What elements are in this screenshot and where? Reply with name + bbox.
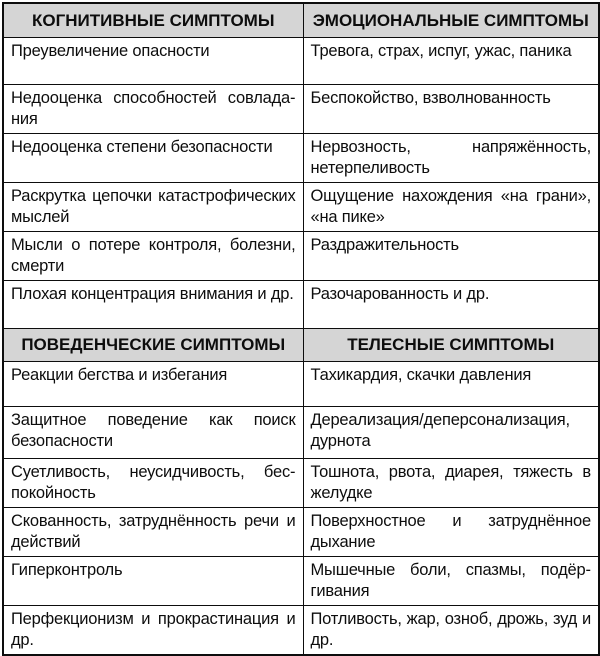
- table-row: [3, 406, 599, 458]
- header-behavioral-symptoms: ПОВЕДЕНЧЕСКИЕ СИМПТОМЫ: [3, 328, 303, 361]
- table-cell: Беспокойство, взволнованность: [303, 84, 599, 133]
- table-cell: Раскрутка цепочки катастрофических мыслей: [3, 182, 303, 231]
- table-row: [3, 182, 599, 231]
- table-row: [3, 556, 599, 605]
- table-cell: Раздражительность: [303, 231, 599, 280]
- table-cell: Перфекционизм и прокрастинация и др.: [3, 605, 303, 655]
- table-row: [3, 231, 599, 280]
- table-cell: Дереализация/деперсонализация, дурнота: [303, 406, 599, 458]
- symptoms-table: [2, 2, 600, 656]
- table-row: [3, 605, 599, 655]
- table-row: [3, 458, 599, 507]
- table-cell: Скованность, затруднённость речи и действий: [3, 507, 303, 556]
- header-somatic-symptoms: ТЕЛЕСНЫЕ СИМПТОМЫ: [303, 328, 599, 361]
- table-cell: Недооценка степени безопасности: [3, 133, 303, 182]
- table-row: [3, 507, 599, 556]
- table-cell: Мышечные боли, спазмы, подёргивания: [303, 556, 599, 605]
- table-cell: Преувеличение опасности: [3, 37, 303, 84]
- table-cell: Тревога, страх, испуг, ужас, паника: [303, 37, 599, 84]
- table-row: [3, 328, 599, 361]
- table-row: [3, 84, 599, 133]
- table-cell: Потливость, жар, озноб, дрожь, зуд и др.: [303, 605, 599, 655]
- header-emotional-symptoms: ЭМОЦИОНАЛЬНЫЕ СИМПТОМЫ: [303, 3, 599, 37]
- table-cell: Ощущение нахождения «на грани», «на пике»: [303, 182, 599, 231]
- table-cell: Плохая концентрация внимания и др.: [3, 280, 303, 328]
- table-cell: Поверхностное и затруднённое дыхание: [303, 507, 599, 556]
- table-cell: Разочарованность и др.: [303, 280, 599, 328]
- table-cell: Нервозность, напряжённость, нетерпеливость: [303, 133, 599, 182]
- table-cell: Защитное поведение как поиск безопасности: [3, 406, 303, 458]
- table-row: [3, 280, 599, 328]
- table-row: [3, 3, 599, 37]
- table-cell: Реакции бегства и избегания: [3, 361, 303, 406]
- table-cell: Мысли о потере контроля, болезни, смерти: [3, 231, 303, 280]
- table-cell: Тошнота, рвота, диарея, тяжесть в желудке: [303, 458, 599, 507]
- table-row: [3, 37, 599, 84]
- table-row: [3, 361, 599, 406]
- table-cell: Гиперконтроль: [3, 556, 303, 605]
- table-row: [3, 133, 599, 182]
- header-cognitive-symptoms: КОГНИТИВНЫЕ СИМПТОМЫ: [3, 3, 303, 37]
- table-cell: Тахикардия, скачки давления: [303, 361, 599, 406]
- table-cell: Суетливость, неусидчивость, беспокойность: [3, 458, 303, 507]
- table-cell: Недооценка способностей совладания: [3, 84, 303, 133]
